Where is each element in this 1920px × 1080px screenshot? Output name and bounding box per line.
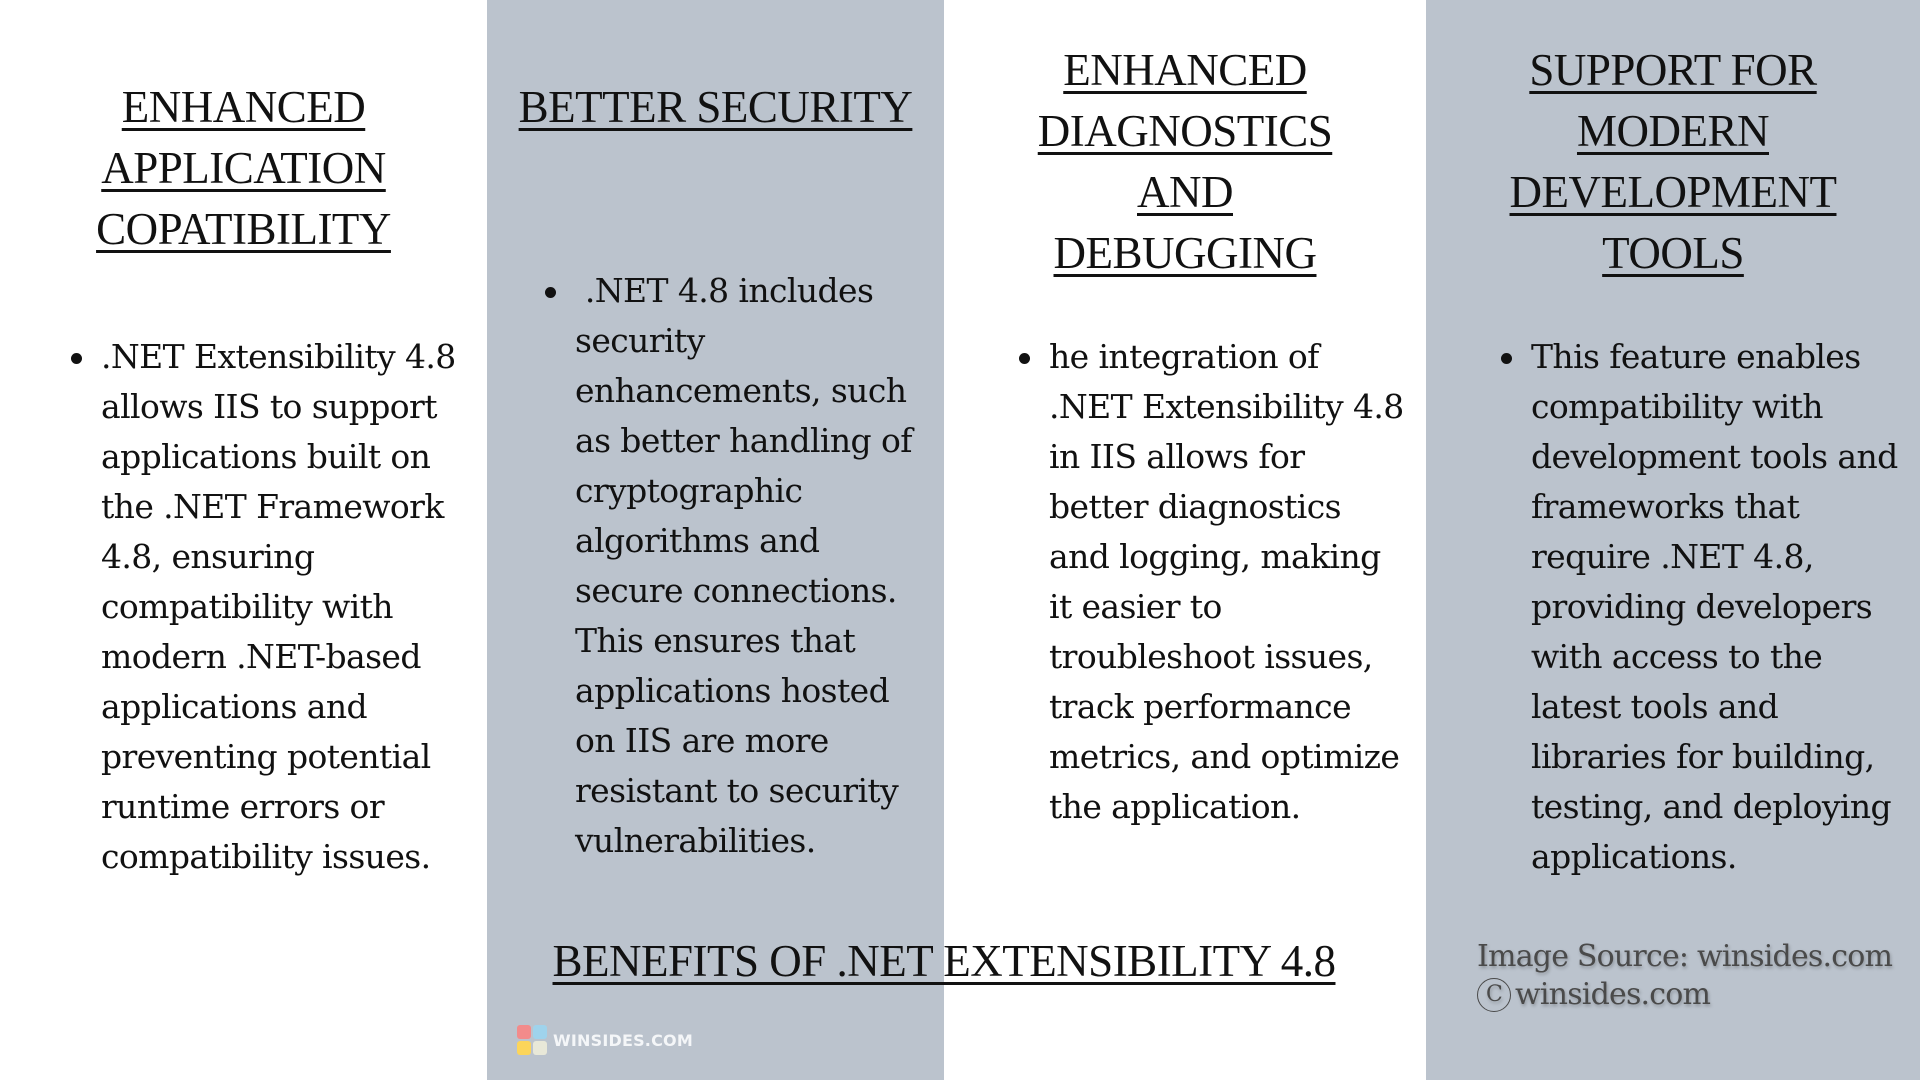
copyright-text: winsides.com <box>1515 977 1711 1012</box>
page-title: BENEFITS OF .NET EXTENSIBILITY 4.8 <box>552 936 1336 986</box>
logo-tile <box>533 1025 547 1039</box>
logo-tile <box>533 1041 547 1055</box>
heading-line: APPLICATION <box>101 143 386 193</box>
list-item: This feature enables compatibility with development tools and frameworks that require .NET 4.8, providing developers with access to the latest tools and libraries for building, testing, and deploying applications. <box>1531 337 1898 876</box>
heading-line: MODERN <box>1576 106 1769 156</box>
heading-line: AND <box>1137 167 1233 217</box>
heading-better-security <box>487 77 944 138</box>
logo-tile <box>517 1041 531 1055</box>
winsides-logo <box>517 1025 693 1055</box>
bullet-list <box>1049 332 1409 832</box>
heading-line: SUPPORT FOR <box>1529 45 1817 95</box>
heading-line: BETTER SECURITY <box>518 82 913 132</box>
heading-line: DIAGNOSTICS <box>1037 106 1333 156</box>
list-item: .NET Extensibility 4.8 allows IIS to support applications built on the .NET Framework 4.8, ensuring compatibility with modern .NET-based applications and preventing potential runtime errors or compatibility issues. <box>101 337 456 876</box>
bullet-icon <box>71 353 82 364</box>
image-source-text: Image Source: winsides.com <box>1477 939 1893 974</box>
heading-line: DEVELOPMENT <box>1509 167 1837 217</box>
copyright-line <box>1477 976 1892 1014</box>
bullet-list <box>1531 332 1906 882</box>
heading-line: ENHANCED <box>1063 45 1307 95</box>
bullet-list <box>101 332 461 882</box>
copyright-icon: C <box>1477 978 1511 1012</box>
bullet-icon <box>1501 353 1512 364</box>
list-item: .NET 4.8 includes security enhancements, such as better handling of cryptographic algorithms and secure connections. This ensures that applications hosted on IIS are more resistant to security vulnerabilities. <box>575 271 922 860</box>
logo-text: WINSIDES.COM <box>553 1030 693 1050</box>
heading-line: DEBUGGING <box>1053 228 1317 278</box>
heading-application-compatibility <box>60 77 427 260</box>
heading-line: ENHANCED <box>121 82 366 132</box>
image-source-watermark <box>1477 938 1892 1014</box>
heading-modern-dev-tools <box>1426 40 1920 284</box>
bullet-icon <box>545 287 556 298</box>
heading-diagnostics-debugging <box>944 40 1426 284</box>
heading-line: TOOLS <box>1602 228 1744 278</box>
bullet-icon <box>1019 353 1030 364</box>
list-item: he integration of .NET Extensibility 4.8 in IIS allows for better diagnostics and logging, making it easier to troubleshoot issues, track performance metrics, and optimize the application. <box>1049 337 1404 826</box>
windows-tiles-icon <box>517 1025 547 1055</box>
bullet-list <box>575 266 935 866</box>
logo-tile <box>517 1025 531 1039</box>
heading-line: COPATIBILITY <box>96 204 391 254</box>
